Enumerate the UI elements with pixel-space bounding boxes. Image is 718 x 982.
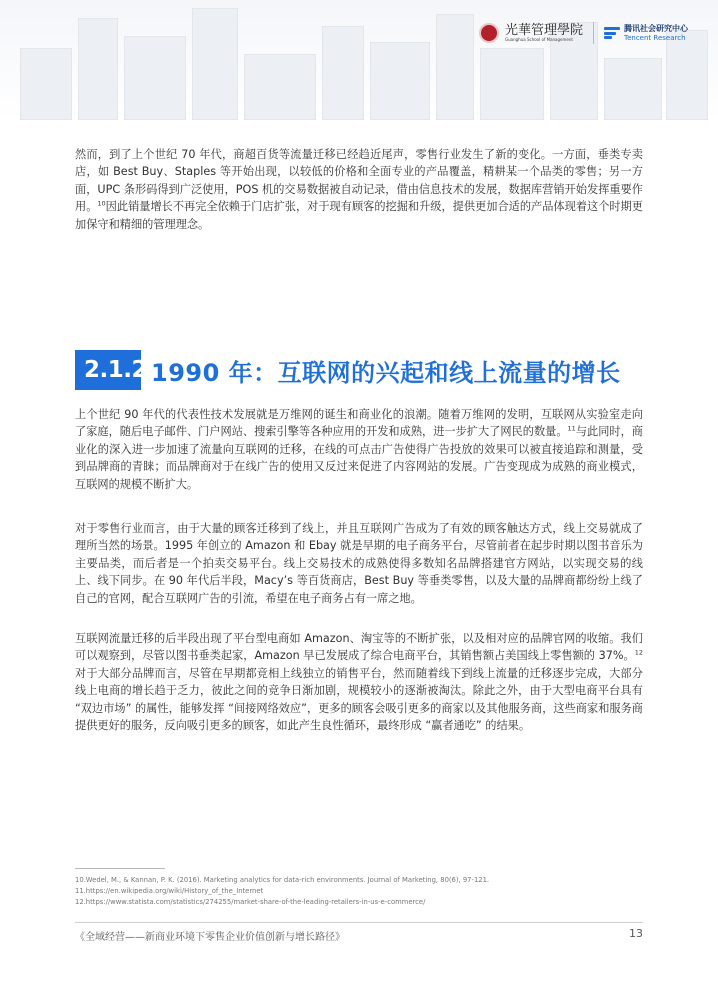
footer-document-title: 《全域经营——新商业环境下零售企业价值创新与增长路径》 — [75, 932, 345, 943]
footer-divider — [75, 922, 643, 923]
header-background — [0, 0, 718, 120]
gsm-logo-subtitle: Guanghua School of Management — [504, 37, 573, 42]
body-paragraph-3-text-2: 对于大部分品牌而言，尽管在早期都竞相上线独立的销售平台，然而随着线下到线上流量的迁移逐步完成，大部分线上电商的增长趋于乏力，彼此之间的竞争日渐加剧，规模较小的逐渐被淘汰。除此之外，由于大型电商平台具有 “双边市场” 的属性，能够发挥 “间接网络效应”，更多的顾客会吸引更多的商家以及其他服务商，这些商家和服务商提供更好的服务，反向吸引更多的顾客，如此产生良性循环，最终形成 “赢者通吃” 的结果。 — [75, 666, 643, 733]
footnote-divider — [75, 868, 165, 869]
gsm-logo — [505, 24, 583, 42]
footnote-11: 11.https://en.wikipedia.org/wiki/History_of_the_Internet — [75, 887, 264, 895]
gsm-logo-name: 光華管理學院 — [504, 23, 583, 38]
header-logos — [479, 22, 688, 44]
gsm-seal-icon — [479, 23, 499, 43]
section-heading — [75, 350, 621, 390]
body-paragraph-1 — [75, 406, 643, 493]
tencent-research-logo-en: Tencent Research — [624, 33, 686, 42]
footnote-ref-11: 11 — [567, 424, 576, 433]
tencent-research-logo — [624, 24, 688, 43]
intro-paragraph-text-1: 然而，到了上个世纪 70 年代，商超百货等流量迁移已经趋近尾声，零售行业发生了新的变化。一方面，垂类专卖店，如 Best Buy、Staples 等开始出现，以较低的价格和全面专业的产品覆盖，精耕某一个品类的零售；另一方面，UPC 条形码得到广泛使用，POS 机的交易数据被自动记录，借由信息技术的发展，数据库营销开始发挥重要作用。 — [75, 148, 643, 214]
tencent-research-icon — [604, 27, 620, 39]
body-paragraph-1-text-1: 上个世纪 90 年代的代表性技术发展就是万维网的诞生和商业化的浪潮。随着万维网的发明，互联网从实验室走向了家庭，随后电子邮件、门户网站、搜索引擎等各种应用的开发和成熟，进一步扩大了网民的数量。 — [75, 408, 643, 439]
section-number: 2.1.2 — [75, 350, 141, 390]
tencent-research-logo-cn: 腾讯社会研究中心 — [624, 23, 688, 33]
intro-paragraph — [75, 146, 643, 233]
body-paragraph-2-text: 对于零售行业而言，由于大量的顾客迁移到了线上，并且互联网广告成为了有效的顾客触达方式，线上交易就成了理所当然的场景。1995 年创立的 Amazon 和 Ebay 就是早期的电子商务平台，尽管前者在起步时期以图书音乐为主要品类，而后者是一个拍卖交易平台。线上交易技术的成熟使得多数知名品牌搭建官方网站，以实现交易的线上、线下同步。在 90 年代后半段，Macy’s 等百货商店，Best Buy 等垂类零售，以及大量的品牌商都纷纷上线了自己的官网，配合互联网广告的引流，希望在电子商务占有一席之地。 — [75, 522, 643, 605]
footnote-ref-12: 12 — [634, 648, 643, 657]
footnote-12: 12.https://www.statista.com/statistics/274255/market-share-of-the-leading-retailers-in-us-e-commerce/ — [75, 898, 426, 906]
body-paragraph-2 — [75, 520, 643, 607]
intro-paragraph-text-2: 因此销量增长不再完全依赖于门店扩张，对于现有顾客的挖掘和升级，提供更加合适的产品体现着这个时期更加保守和精细的管理理念。 — [75, 200, 643, 231]
body-paragraph-3-text-1: 互联网流量迁移的后半段出现了平台型电商如 Amazon、淘宝等的不断扩张，以及相对应的品牌官网的收缩。我们可以观察到，尽管以图书垂类起家，Amazon 早已发展成了综合电商平台，其销售额占美国线上零售额的 37%。 — [75, 632, 643, 663]
body-paragraph-3 — [75, 630, 643, 734]
footnote-10: 10.Wedel, M., & Kannan, P. K. (2016). Marketing analytics for data-rich environments. Journal of Marketing, 80(6), 97-121. — [75, 876, 490, 884]
section-title: 1990 年：互联网的兴起和线上流量的增长 — [151, 358, 621, 387]
footnote-ref-10: 10 — [97, 199, 106, 208]
body-paragraph-1-text-2: 与此同时，商业化的深入进一步加速了流量向互联网的迁移，在线的可点击广告使得广告投放的效果可以被直接追踪和测量，受到品牌商的青睐；而品牌商对于在线广告的使用又反过来促进了内容网站的发展。广告变现成为成熟的商业模式，互联网的规模不断扩大。 — [75, 425, 643, 491]
page-number: 13 — [629, 927, 643, 940]
logo-divider — [593, 22, 594, 44]
